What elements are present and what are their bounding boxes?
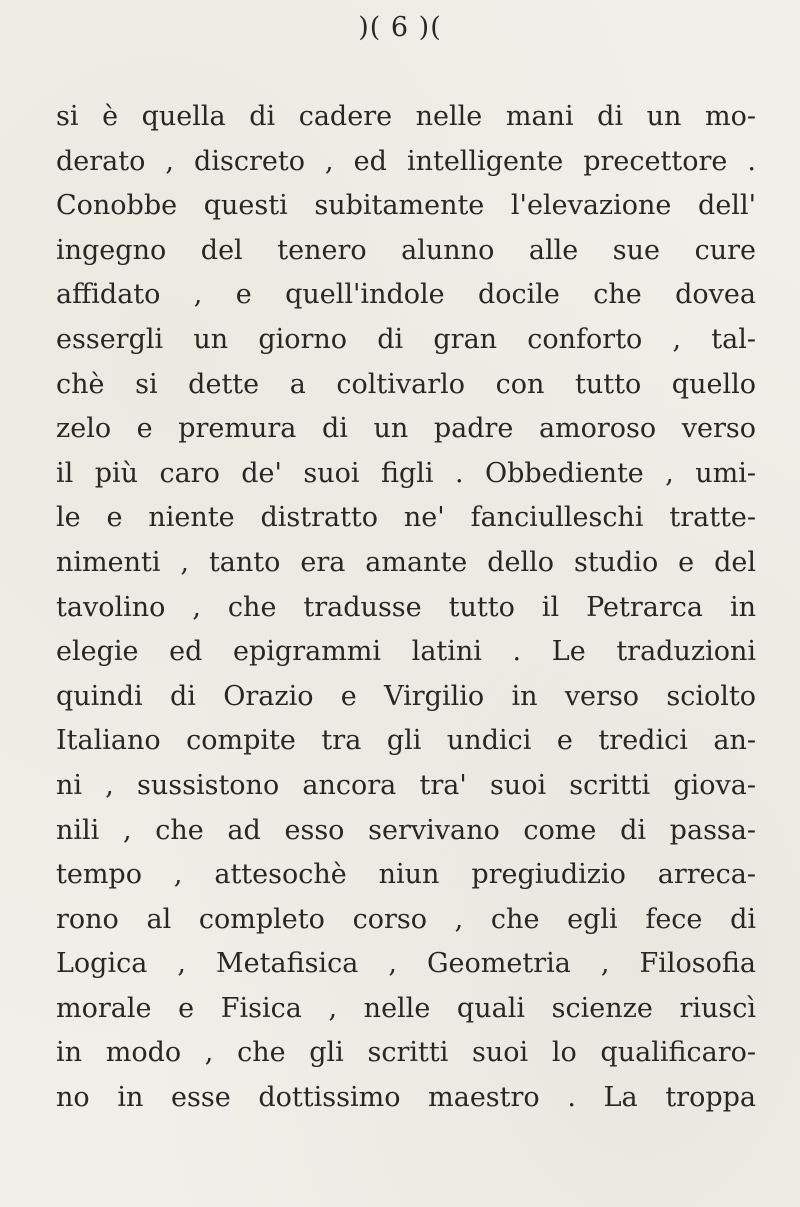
- text-line: rono al completo corso , che egli fece di: [56, 903, 756, 935]
- text-line: elegie ed epigrammi latini . Le traduzioni: [56, 636, 756, 668]
- text-line: tempo , attesochè niun pregiudizio arreca-: [56, 859, 756, 891]
- text-line: Italiano compite tra gli undici e tredici an-: [56, 725, 756, 757]
- text-line: si è quella di cadere nelle mani di un mo-: [56, 101, 756, 132]
- text-line: Logica , Metafisica , Geometria , Filosofia: [56, 948, 756, 980]
- text-line: le e niente distratto ne' fanciulleschi tratte-: [56, 502, 756, 534]
- text-line: morale e Fisica , nelle quali scienze riuscì: [56, 992, 756, 1024]
- text-line: chè si dette a coltivarlo con tutto quello: [56, 368, 756, 400]
- text-line: tavolino , che tradusse tutto il Petrarca in: [56, 591, 756, 623]
- text-line: zelo e premura di un padre amoroso verso: [56, 413, 756, 445]
- text-line: il più caro de' suoi figli . Obbediente , umi-: [56, 457, 756, 489]
- text-line: ni , sussistono ancora tra' suoi scritti giova-: [56, 769, 756, 801]
- text-line: derato , discreto , ed intelligente precettore .: [56, 145, 756, 177]
- text-line: nili , che ad esso servivano come di passa-: [56, 814, 756, 846]
- text-line: nimenti , tanto era amante dello studio e del: [56, 546, 756, 578]
- text-line: ingegno del tenero alunno alle sue cure: [56, 234, 756, 266]
- text-line: quindi di Orazio e Virgilio in verso sciolto: [56, 680, 756, 712]
- body-text: [56, 95, 756, 1121]
- page-number: )( 6 )(: [358, 12, 442, 43]
- text-line: Conobbe questi subitamente l'elevazione dell': [56, 190, 756, 222]
- text-line: essergli un giorno di gran conforto , tal-: [56, 323, 756, 355]
- text-line: in modo , che gli scritti suoi lo qualificaro-: [56, 1037, 756, 1069]
- text-line: affidato , e quell'indole docile che dovea: [56, 279, 756, 311]
- text-line: no in esse dottissimo maestro . La troppa: [56, 1082, 756, 1114]
